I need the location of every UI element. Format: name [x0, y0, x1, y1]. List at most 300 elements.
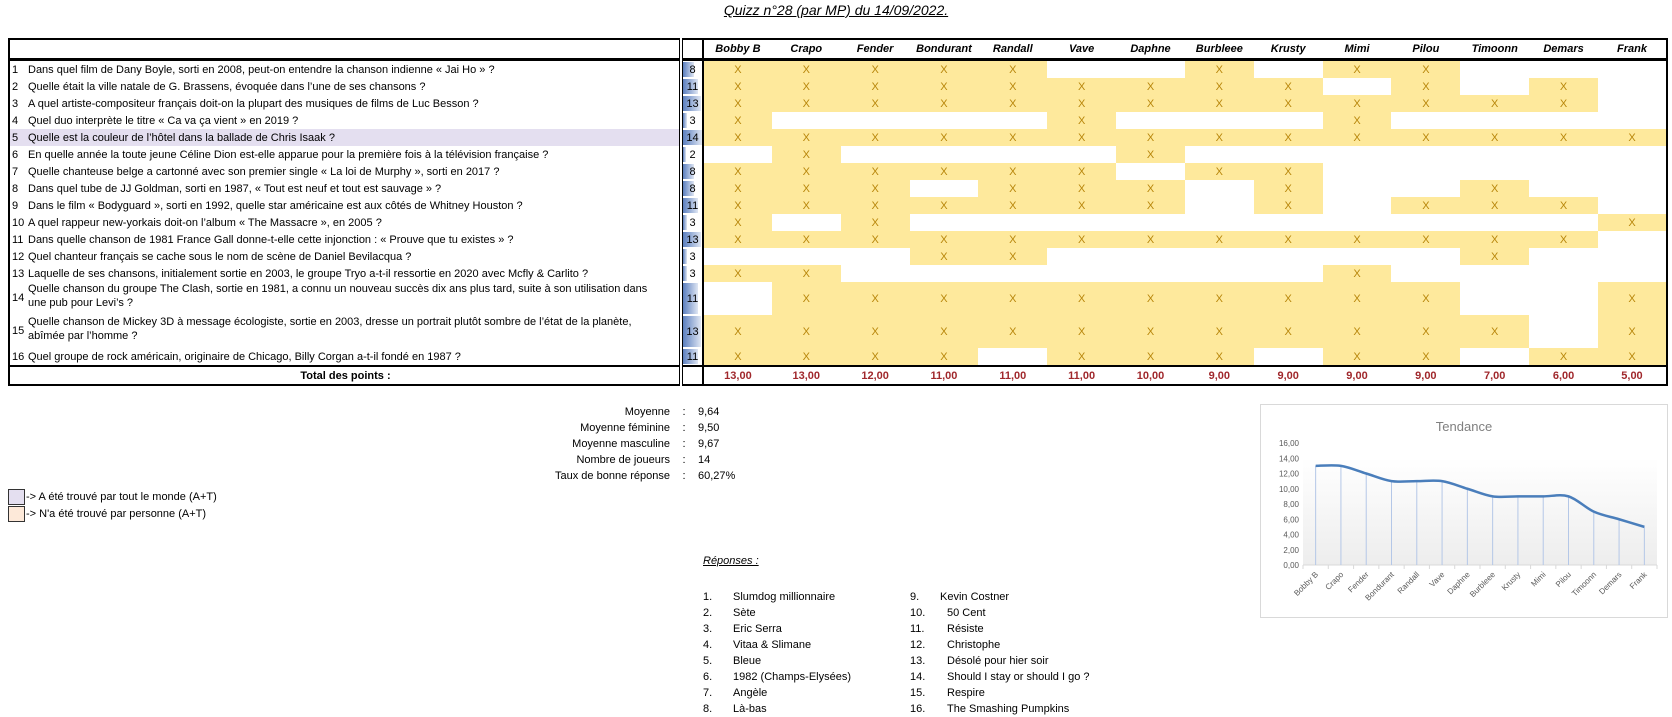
- question-text: En quelle année la toute jeune Céline Dion est-elle apparue pour la première fois à la télévision française ?: [28, 148, 549, 161]
- question-cell: [9, 163, 681, 180]
- answer-cell: [1185, 248, 1254, 265]
- answer-cell: [1254, 248, 1323, 265]
- question-number: 13: [12, 267, 25, 280]
- correct-mark: X: [1491, 97, 1499, 110]
- correct-mark: X: [1422, 350, 1430, 363]
- correct-count: [681, 146, 703, 163]
- answer-cell: [1460, 214, 1529, 231]
- x-tick-label: Daphne: [1445, 570, 1472, 597]
- correct-mark: X: [734, 80, 742, 93]
- answer-cell: [772, 265, 841, 282]
- question-number: 11: [12, 233, 24, 246]
- answer-cell: [1323, 248, 1392, 265]
- correct-mark: X: [802, 233, 810, 246]
- correct-mark: X: [871, 165, 879, 178]
- answer-text: Résiste: [947, 623, 984, 635]
- correct-mark: X: [1009, 182, 1017, 195]
- answers-column-2: [910, 589, 1089, 717]
- answer-cell: [1391, 78, 1460, 95]
- question-header: [9, 39, 681, 60]
- answer-cell: [1529, 265, 1598, 282]
- answer-cell: [772, 214, 841, 231]
- correct-mark: X: [1559, 80, 1568, 93]
- answer-cell: [978, 231, 1047, 248]
- answer-item: [703, 637, 851, 653]
- player-header: Crapo: [772, 39, 841, 60]
- player-header: Bondurant: [910, 39, 979, 60]
- count-value: 11: [686, 80, 699, 93]
- answer-cell: [1529, 282, 1598, 315]
- correct-mark: X: [1353, 267, 1361, 280]
- question-text: A quel artiste-compositeur français doit-on la plupart des musiques de films de Luc Besson ?: [28, 97, 479, 110]
- y-tick-label: 10,00: [1278, 484, 1299, 494]
- count-header: [681, 39, 703, 60]
- question-cell: [9, 214, 681, 231]
- answer-cell: [1323, 214, 1392, 231]
- answer-cell: [841, 60, 910, 79]
- correct-mark: X: [1146, 325, 1155, 338]
- answer-cell: [1323, 78, 1392, 95]
- answer-cell: [772, 282, 841, 315]
- legend-swatch: [8, 489, 25, 505]
- x-tick-label: Mimi: [1529, 570, 1548, 589]
- count-value: 13: [686, 233, 699, 246]
- answer-cell: [1460, 78, 1529, 95]
- correct-mark: X: [1353, 292, 1361, 305]
- answer-cell: [1116, 248, 1185, 265]
- answer-cell: [772, 231, 841, 248]
- answer-cell: [1047, 60, 1116, 79]
- legend-item: [8, 505, 217, 522]
- correct-mark: X: [1491, 250, 1499, 263]
- answer-cell: [1598, 60, 1667, 79]
- question-text: Dans quelle chanson de 1981 France Gall donne-t-elle cette injonction : « Prouve que tu existes » ?: [28, 233, 514, 246]
- answer-cell: [703, 146, 772, 163]
- answer-text: Should I stay or should I go ?: [947, 671, 1090, 683]
- answer-cell: [910, 180, 979, 197]
- answer-cell: [1460, 282, 1529, 315]
- correct-mark: X: [1146, 199, 1155, 212]
- correct-mark: X: [734, 114, 742, 127]
- question-cell: [9, 180, 681, 197]
- player-total: 7,00: [1460, 366, 1529, 385]
- answer-text: Christophe: [947, 639, 1001, 651]
- answer-cell: [1254, 315, 1323, 348]
- correct-mark: X: [1215, 165, 1223, 178]
- answer-number: 14.: [910, 671, 926, 683]
- stat-row: [500, 404, 735, 420]
- y-tick-label: 8,00: [1283, 500, 1299, 509]
- answer-cell: [841, 78, 910, 95]
- answer-cell: [1116, 78, 1185, 95]
- correct-mark: X: [871, 233, 879, 246]
- x-tick-label: Fender: [1346, 570, 1371, 595]
- totals-row: [9, 366, 1667, 385]
- correct-mark: X: [734, 63, 742, 76]
- stat-separator: :: [682, 470, 686, 482]
- correct-mark: X: [871, 216, 879, 229]
- answer-cell: [703, 231, 772, 248]
- answer-cell: [1598, 112, 1667, 129]
- answer-item: [910, 621, 1089, 637]
- question-row: [9, 248, 1667, 265]
- question-text: Quel groupe de rock américain, originaire de Chicago, Billy Corgan a-t-il fondé en 1987 ?: [28, 350, 461, 363]
- answer-cell: [978, 146, 1047, 163]
- correct-mark: X: [802, 148, 810, 161]
- correct-mark: X: [802, 182, 810, 195]
- stat-row: [500, 468, 735, 484]
- answer-cell: [703, 197, 772, 214]
- answer-cell: [1185, 348, 1254, 366]
- question-row: [9, 282, 1667, 315]
- correct-count: [681, 163, 703, 180]
- player-header: Frank: [1598, 39, 1667, 60]
- correct-mark: X: [1215, 97, 1223, 110]
- answer-cell: [1116, 95, 1185, 112]
- answer-cell: [1391, 214, 1460, 231]
- legend-text: -> N'a été trouvé par personne (A+T): [26, 507, 207, 520]
- answer-cell: [1391, 248, 1460, 265]
- player-total: 13,00: [703, 366, 772, 385]
- x-tick-label: Bondurant: [1363, 570, 1396, 603]
- answer-cell: [1460, 60, 1529, 79]
- answer-cell: [978, 163, 1047, 180]
- correct-mark: X: [1353, 114, 1361, 127]
- count-data-bar: [683, 249, 687, 264]
- correct-mark: X: [1353, 131, 1361, 144]
- answer-text: Bleue: [733, 655, 762, 667]
- correct-mark: X: [734, 97, 742, 110]
- correct-mark: X: [734, 267, 742, 280]
- stat-value: 60,27%: [698, 470, 736, 482]
- answer-cell: [978, 348, 1047, 366]
- player-total: 9,00: [1391, 366, 1460, 385]
- correct-mark: X: [1491, 325, 1499, 338]
- answer-cell: [1598, 348, 1667, 366]
- answer-cell: [1323, 282, 1392, 315]
- answer-cell: [1185, 197, 1254, 214]
- answer-cell: [1116, 348, 1185, 366]
- correct-mark: X: [734, 131, 742, 144]
- answer-cell: [1460, 265, 1529, 282]
- answer-number: 6.: [703, 671, 713, 683]
- answer-cell: [978, 248, 1047, 265]
- correct-mark: X: [871, 97, 879, 110]
- answer-cell: [1185, 282, 1254, 315]
- answer-item: [910, 653, 1089, 669]
- question-text: Quelle chanson du groupe The Clash, sortie en 1981, a connu un nouveau succès dix ans plus tard, suite à son utilisation dans une pub pour Levi’s ?: [28, 283, 648, 309]
- answer-text: The Smashing Pumpkins: [947, 703, 1070, 715]
- correct-mark: X: [1077, 114, 1086, 127]
- correct-mark: X: [1422, 80, 1430, 93]
- answer-cell: [1185, 315, 1254, 348]
- answer-item: [910, 589, 1089, 605]
- answers-section: [703, 555, 1090, 715]
- stat-separator: :: [682, 438, 686, 450]
- correct-mark: X: [1146, 182, 1155, 195]
- answer-cell: [1323, 60, 1392, 79]
- player-header: Daphne: [1116, 39, 1185, 60]
- answer-number: 11.: [910, 623, 925, 635]
- correct-mark: X: [1353, 233, 1361, 246]
- x-tick-label: Randall: [1395, 570, 1422, 596]
- correct-mark: X: [1628, 325, 1636, 338]
- answer-cell: [772, 60, 841, 79]
- stat-label: Moyenne masculine: [572, 438, 670, 450]
- answer-cell: [841, 214, 910, 231]
- answer-cell: [1598, 282, 1667, 315]
- answer-cell: [1529, 348, 1598, 366]
- correct-mark: X: [1146, 148, 1155, 161]
- answer-cell: [703, 95, 772, 112]
- correct-mark: X: [1215, 325, 1223, 338]
- answer-cell: [1116, 265, 1185, 282]
- correct-mark: X: [802, 267, 810, 280]
- question-text: Dans quel tube de JJ Goldman, sorti en 1987, « Tout est neuf et tout est sauvage » ?: [28, 182, 442, 195]
- answer-cell: [1254, 78, 1323, 95]
- answer-cell: [1047, 129, 1116, 146]
- answer-cell: [1185, 146, 1254, 163]
- answer-cell: [910, 214, 979, 231]
- correct-mark: X: [1284, 292, 1292, 305]
- player-header: Mimi: [1323, 39, 1392, 60]
- question-row: [9, 197, 1667, 214]
- answer-cell: [1598, 231, 1667, 248]
- answer-cell: [1391, 231, 1460, 248]
- correct-count: [681, 78, 703, 95]
- question-number: 10: [12, 216, 25, 229]
- answer-cell: [772, 180, 841, 197]
- answer-item: [910, 701, 1089, 717]
- answer-cell: [1598, 248, 1667, 265]
- question-row: [9, 112, 1667, 129]
- answer-cell: [1598, 180, 1667, 197]
- stat-label: Nombre de joueurs: [576, 454, 670, 466]
- correct-mark: X: [871, 63, 879, 76]
- question-cell: [9, 231, 681, 248]
- answer-cell: [1254, 214, 1323, 231]
- stat-label: Moyenne féminine: [580, 422, 670, 434]
- answer-cell: [1185, 163, 1254, 180]
- answer-cell: [978, 112, 1047, 129]
- answer-cell: [1598, 129, 1667, 146]
- answer-cell: [910, 78, 979, 95]
- answer-cell: [1185, 214, 1254, 231]
- answer-cell: [1529, 95, 1598, 112]
- answer-cell: [910, 248, 979, 265]
- count-value: 14: [686, 131, 699, 144]
- answer-cell: [772, 197, 841, 214]
- correct-mark: X: [1422, 292, 1430, 305]
- answer-number: 16.: [910, 703, 926, 715]
- trend-chart: [1260, 404, 1668, 618]
- total-label: Total des points :: [9, 366, 681, 385]
- correct-count: [681, 315, 703, 348]
- answer-cell: [910, 282, 979, 315]
- answer-number: 10.: [910, 607, 926, 619]
- correct-mark: X: [1077, 199, 1086, 212]
- correct-mark: X: [802, 97, 810, 110]
- answer-cell: [978, 315, 1047, 348]
- answer-item: [910, 605, 1089, 621]
- correct-mark: X: [1009, 292, 1017, 305]
- correct-mark: X: [940, 325, 948, 338]
- count-value: 8: [689, 182, 696, 195]
- answer-cell: [1391, 95, 1460, 112]
- answer-number: 9.: [910, 591, 920, 603]
- question-row: [9, 231, 1667, 248]
- answer-text: Respire: [947, 687, 985, 699]
- correct-count: [681, 282, 703, 315]
- correct-mark: X: [734, 325, 742, 338]
- answer-item: [703, 669, 851, 685]
- answer-cell: [910, 231, 979, 248]
- question-number: 4: [12, 114, 19, 127]
- correct-mark: X: [1146, 233, 1155, 246]
- answer-cell: [772, 248, 841, 265]
- answer-number: 2.: [703, 607, 713, 619]
- correct-mark: X: [871, 131, 879, 144]
- player-header: Demars: [1529, 39, 1598, 60]
- correct-count: [681, 60, 703, 79]
- answer-cell: [703, 60, 772, 79]
- answer-cell: [1116, 60, 1185, 79]
- correct-mark: X: [1077, 80, 1086, 93]
- answer-cell: [1529, 146, 1598, 163]
- answer-cell: [1116, 163, 1185, 180]
- stat-label: Moyenne: [624, 406, 670, 418]
- correct-mark: X: [1284, 131, 1292, 144]
- question-number: 12: [12, 250, 25, 263]
- stat-separator: :: [682, 454, 686, 466]
- answer-cell: [841, 129, 910, 146]
- answer-cell: [1116, 214, 1185, 231]
- question-row: [9, 78, 1667, 95]
- correct-mark: X: [1628, 216, 1636, 229]
- correct-mark: X: [734, 216, 742, 229]
- correct-count: [681, 95, 703, 112]
- correct-mark: X: [940, 292, 948, 305]
- correct-mark: X: [802, 199, 810, 212]
- answer-cell: [1116, 231, 1185, 248]
- answer-cell: [1047, 248, 1116, 265]
- player-header: Krusty: [1254, 39, 1323, 60]
- correct-mark: X: [734, 233, 742, 246]
- player-header: Bobby B: [703, 39, 772, 60]
- correct-mark: X: [871, 325, 879, 338]
- x-tick-label: Pilou: [1553, 570, 1573, 589]
- answer-cell: [1185, 112, 1254, 129]
- question-number: 14: [12, 292, 25, 304]
- count-value: 11: [686, 199, 699, 212]
- correct-mark: X: [1422, 325, 1430, 338]
- answer-cell: [978, 95, 1047, 112]
- y-tick-label: 16,00: [1278, 439, 1299, 448]
- correct-mark: X: [871, 182, 879, 195]
- correct-mark: X: [940, 97, 948, 110]
- answer-cell: [978, 129, 1047, 146]
- answer-cell: [1391, 112, 1460, 129]
- answer-cell: [841, 146, 910, 163]
- question-row: [9, 265, 1667, 282]
- answer-cell: [1460, 315, 1529, 348]
- correct-mark: X: [734, 350, 742, 363]
- answer-text: Désolé pour hier soir: [947, 655, 1049, 667]
- answer-cell: [910, 348, 979, 366]
- question-cell: [9, 282, 681, 315]
- correct-count: [681, 112, 703, 129]
- answer-cell: [1254, 95, 1323, 112]
- correct-mark: X: [1284, 97, 1292, 110]
- answer-cell: [1391, 163, 1460, 180]
- answer-cell: [1529, 214, 1598, 231]
- correct-mark: X: [1077, 292, 1086, 305]
- stat-row: [500, 436, 735, 452]
- correct-mark: X: [871, 350, 879, 363]
- answer-cell: [1598, 197, 1667, 214]
- question-text: Laquelle de ses chansons, initialement sortie en 2003, le groupe Tryo a-t-il ressortie en 2020 avec Mcfly & Carlito ?: [28, 267, 589, 280]
- correct-mark: X: [1491, 233, 1499, 246]
- player-total: 12,00: [841, 366, 910, 385]
- correct-mark: X: [940, 80, 948, 93]
- answer-number: 7.: [703, 687, 713, 699]
- answer-item: [703, 589, 851, 605]
- answer-cell: [1185, 231, 1254, 248]
- answer-cell: [1529, 231, 1598, 248]
- y-tick-label: 0,00: [1283, 561, 1299, 570]
- correct-mark: X: [940, 63, 948, 76]
- answer-cell: [1391, 315, 1460, 348]
- stat-value: 9,50: [698, 422, 720, 434]
- answer-cell: [1323, 163, 1392, 180]
- answer-cell: [1254, 129, 1323, 146]
- correct-mark: X: [871, 199, 879, 212]
- answer-cell: [1116, 112, 1185, 129]
- answer-cell: [910, 315, 979, 348]
- correct-mark: X: [1077, 165, 1086, 178]
- correct-mark: X: [802, 292, 810, 305]
- question-number: 16: [12, 350, 25, 363]
- count-value: 13: [686, 97, 699, 110]
- answer-cell: [1047, 95, 1116, 112]
- correct-mark: X: [734, 165, 742, 178]
- player-total: 11,00: [1047, 366, 1116, 385]
- answer-cell: [1047, 146, 1116, 163]
- answer-text: Angèle: [733, 687, 768, 699]
- answer-cell: [1598, 78, 1667, 95]
- correct-mark: X: [1009, 233, 1017, 246]
- answer-text: 50 Cent: [947, 607, 986, 619]
- answer-cell: [910, 146, 979, 163]
- player-total: 9,00: [1323, 366, 1392, 385]
- correct-mark: X: [1491, 131, 1499, 144]
- legend-text: -> A été trouvé par tout le monde (A+T): [26, 490, 217, 503]
- correct-mark: X: [1077, 131, 1086, 144]
- answer-cell: [1391, 348, 1460, 366]
- correct-mark: X: [1215, 350, 1223, 363]
- answer-cell: [1391, 129, 1460, 146]
- answer-number: 4.: [703, 639, 713, 651]
- count-data-bar: [683, 147, 686, 162]
- answer-cell: [1254, 146, 1323, 163]
- correct-mark: X: [1077, 350, 1086, 363]
- answer-cell: [1460, 95, 1529, 112]
- answer-number: 15.: [910, 687, 926, 699]
- correct-mark: X: [1422, 63, 1430, 76]
- answers-title: Réponses :: [703, 555, 759, 567]
- answer-cell: [1529, 112, 1598, 129]
- answer-cell: [1529, 248, 1598, 265]
